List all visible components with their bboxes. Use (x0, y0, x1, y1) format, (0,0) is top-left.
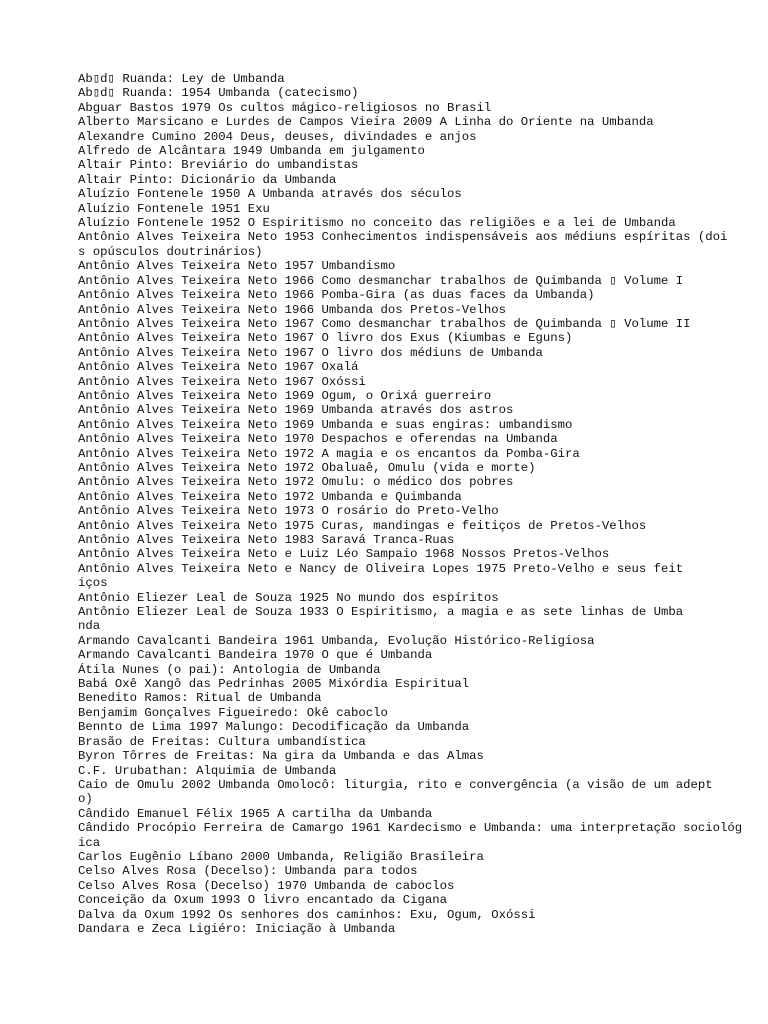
bibliography-line: Armando Cavalcanti Bandeira 1961 Umbanda, Evolução Histórico-Religiosa (78, 633, 595, 648)
bibliography-line: Antônio Alves Teixeira Neto 1966 Pomba-Gira (as duas faces da Umbanda) (78, 288, 595, 303)
bibliography-line: Altair Pinto: Breviário do umbandistas (78, 158, 359, 173)
bibliography-line: Antônio Alves Teixeira Neto 1966 Umbanda dos Pretos-Velhos (78, 302, 507, 317)
bibliography-line: Antônio Alves Teixeira Neto 1967 Oxóssi (78, 374, 366, 389)
bibliography-line: Byron Tôrres de Freitas: Na gira da Umbanda e das Almas (78, 749, 484, 764)
bibliography-line: Antônio Alves Teixeira Neto 1969 Ogum, o Orixá guerreiro (78, 388, 492, 403)
bibliography-line: Antônio Alves Teixeira Neto e Nancy de Oliveira Lopes 1975 Preto-Velho e seus feit (78, 561, 684, 576)
bibliography-line: Antônio Alves Teixeira Neto 1967 Oxalá (78, 360, 359, 375)
bibliography-line: Celso Alves Rosa (Decelso) 1970 Umbanda de caboclos (78, 878, 455, 893)
bibliography-line: Antônio Alves Teixeira Neto 1972 Umbanda e Quimbanda (78, 489, 462, 504)
bibliography-line: Aluízio Fontenele 1952 O Espiritismo no conceito das religiões e a lei de Umbanda (78, 216, 676, 231)
bibliography-line: Antônio Alves Teixeira Neto 1967 Como desmanchar trabalhos de Quimbanda ▯ Volume II (78, 316, 691, 331)
bibliography-line: Antônio Alves Teixeira Neto 1972 Obaluaê, Omulu (vida e morte) (78, 460, 536, 475)
bibliography-line: Antônio Eliezer Leal de Souza 1933 O Espiritismo, a magia e as sete linhas de Umba (78, 605, 684, 620)
bibliography-line: Antônio Alves Teixeira Neto 1973 O rosário do Preto-Velho (78, 504, 499, 519)
bibliography-line: Antônio Alves Teixeira Neto 1972 Omulu: o médico dos pobres (78, 475, 514, 490)
bibliography-line: Dalva da Oxum 1992 Os senhores dos caminhos: Exu, Ogum, Oxóssi (78, 907, 536, 922)
bibliography-line: Benjamim Gonçalves Figueiredo: Okê caboclo (78, 705, 388, 720)
bibliography-line: Aluízio Fontenele 1951 Exu (78, 201, 270, 216)
bibliography-line: Abguar Bastos 1979 Os cultos mágico-religiosos no Brasil (78, 100, 492, 115)
bibliography-line: Aluízio Fontenele 1950 A Umbanda através dos séculos (78, 187, 462, 202)
bibliography-line: Ab▯d▯ Ruanda: 1954 Umbanda (catecismo) (78, 86, 359, 101)
bibliography-line: Brasão de Freitas: Cultura umbandística (78, 734, 366, 749)
bibliography-line: Antônio Eliezer Leal de Souza 1925 No mundo dos espíritos (78, 590, 499, 605)
bibliography-line: o) (78, 792, 93, 807)
bibliography-line: Conceição da Oxum 1993 O livro encantado da Cigana (78, 893, 447, 908)
bibliography-line: Celso Alves Rosa (Decelso): Umbanda para todos (78, 864, 418, 879)
bibliography-line: ica (78, 835, 101, 850)
bibliography-line: Altair Pinto: Dicionário da Umbanda (78, 172, 337, 187)
bibliography-line: Antônio Alves Teixeira Neto 1969 Umbanda e suas engiras: umbandismo (78, 417, 573, 432)
bibliography-line: Antônio Alves Teixeira Neto 1957 Umbandismo (78, 259, 396, 274)
bibliography-line: Antônio Alves Teixeira Neto 1953 Conhecimentos indispensáveis aos médiuns espíritas (doi (78, 230, 728, 245)
bibliography-line: Antônio Alves Teixeira Neto 1969 Umbanda através dos astros (78, 403, 514, 418)
bibliography-line: Antônio Alves Teixeira Neto 1975 Curas, mandingas e feitiços de Pretos-Velhos (78, 518, 647, 533)
bibliography-line: Carlos Eugênio Líbano 2000 Umbanda, Religião Brasileira (78, 849, 484, 864)
bibliography-line: C.F. Urubathan: Alquimia de Umbanda (78, 763, 337, 778)
bibliography-line: Benedito Ramos: Ritual de Umbanda (78, 691, 322, 706)
bibliography-line: Dandara e Zeca Ligiéro: Iniciação à Umbanda (78, 921, 396, 936)
bibliography-line: nda (78, 619, 101, 634)
bibliography-line: Antônio Alves Teixeira Neto 1983 Saravá Tranca-Ruas (78, 533, 455, 547)
bibliography-line: Bennto de Lima 1997 Malungo: Decodificação da Umbanda (78, 720, 470, 735)
bibliography-list (78, 72, 762, 936)
bibliography-line: Ab▯d▯ Ruanda: Ley de Umbanda (78, 72, 285, 86)
bibliography-line: Antônio Alves Teixeira Neto 1967 O livro dos Exus (Kiumbas e Eguns) (78, 331, 573, 346)
bibliography-line: Antônio Alves Teixeira Neto e Luiz Léo Sampaio 1968 Nossos Pretos-Velhos (78, 547, 610, 562)
bibliography-line: Caio de Omulu 2002 Umbanda Omolocô: liturgia, rito e convergência (a visão de um adept (78, 777, 713, 792)
bibliography-line: Cândido Procópio Ferreira de Camargo 1961 Kardecismo e Umbanda: uma interpretação sociológ (78, 821, 743, 836)
bibliography-line: Alexandre Cumino 2004 Deus, deuses, divindades e anjos (78, 129, 477, 144)
bibliography-line: Alberto Marsicano e Lurdes de Campos Vieira 2009 A Linha do Oriente na Umbanda (78, 115, 654, 130)
bibliography-line: Antônio Alves Teixeira Neto 1966 Como desmanchar trabalhos de Quimbanda ▯ Volume I (78, 273, 684, 288)
bibliography-line: Armando Cavalcanti Bandeira 1970 O que é Umbanda (78, 648, 433, 663)
bibliography-line: s opúsculos doutrinários) (78, 244, 263, 259)
bibliography-line: Cândido Emanuel Félix 1965 A cartilha da Umbanda (78, 806, 433, 821)
bibliography-line: Antônio Alves Teixeira Neto 1970 Despachos e oferendas na Umbanda (78, 432, 558, 447)
bibliography-line: Antônio Alves Teixeira Neto 1967 O livro dos médiuns de Umbanda (78, 345, 543, 360)
bibliography-line: Antônio Alves Teixeira Neto 1972 A magia e os encantos da Pomba-Gira (78, 446, 580, 461)
bibliography-line: iços (78, 576, 108, 591)
bibliography-line: Babá Oxê Xangô das Pedrinhas 2005 Mixórdia Espiritual (78, 677, 470, 692)
bibliography-line: Alfredo de Alcântara 1949 Umbanda em julgamento (78, 144, 425, 159)
bibliography-line: Átila Nunes (o pai): Antologia de Umbanda (78, 662, 381, 677)
